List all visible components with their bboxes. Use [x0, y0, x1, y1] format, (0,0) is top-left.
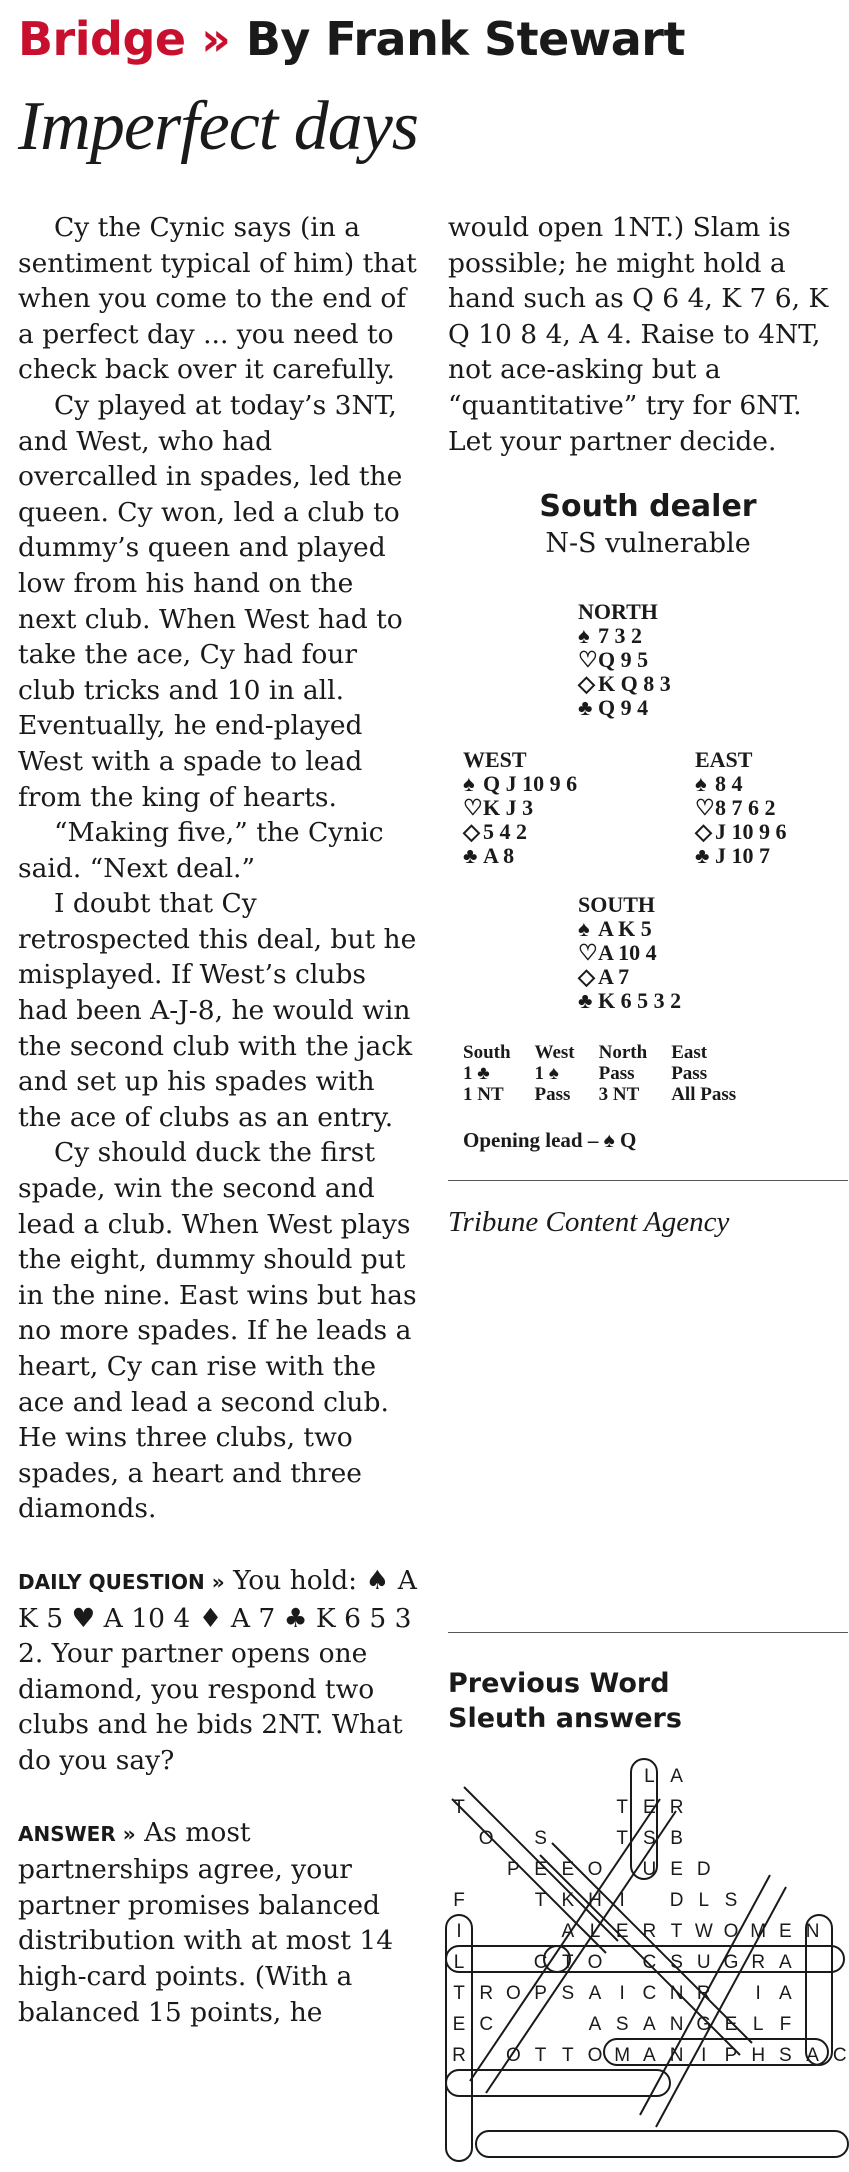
puzzle-letter: T: [534, 1890, 547, 1911]
spade-holding: Q J 10 9 6: [483, 771, 578, 796]
club-icon: ♣: [695, 843, 710, 868]
club-icon: ♣: [463, 843, 478, 868]
club-holding: J 10 7: [715, 843, 770, 868]
answer-loop: [640, 1875, 786, 2127]
hand-south: [578, 893, 681, 1013]
daily-question-label: DAILY QUESTION »: [18, 1569, 225, 1594]
diamond-icon: ◇: [695, 819, 712, 844]
heart-holding: Q 9 5: [598, 647, 649, 672]
puzzle-letter: T: [534, 2045, 547, 2066]
puzzle-letter: O: [506, 1983, 521, 2004]
puzzle-letter: D: [696, 1859, 711, 1880]
heart-icon: ♡: [695, 795, 715, 820]
headline: Imperfect days: [18, 88, 419, 165]
puzzle-letter: R: [479, 1983, 494, 2004]
heart-icon: ♡: [578, 940, 598, 965]
deal-header: [448, 488, 848, 562]
daily-question-text: You hold: ♠ A K 5 ♥ A 10 4 ♦ A 7 ♣ K 6 5 3 2. Your partner opens one diamond, you respond two clubs and he bids 2NT. What do you say?: [18, 1564, 417, 1776]
puzzle-letter: E: [724, 2014, 738, 2035]
puzzle-letter: P: [534, 1983, 547, 2004]
dealer-label: South dealer: [539, 489, 757, 524]
hand-name: NORTH: [578, 599, 658, 624]
puzzle-letter: H: [751, 2045, 766, 2066]
puzzle-letter: T: [670, 1921, 683, 1942]
club-icon: ♣: [578, 988, 593, 1013]
puzzle-letter: I: [619, 1890, 625, 1911]
diamond-holding: A 7: [598, 964, 630, 989]
club-holding: A 8: [483, 843, 515, 868]
puzzle-letter: G: [696, 2014, 712, 2035]
auction-bid: All Pass: [671, 1084, 737, 1105]
club-holding: K 6 5 3 2: [598, 988, 682, 1013]
puzzle-letter: D: [669, 1890, 684, 1911]
article-right-column: [448, 210, 848, 459]
puzzle-letter: T: [616, 1797, 629, 1818]
puzzle-letter: R: [642, 1921, 657, 1942]
puzzle-letter: U: [642, 1859, 657, 1880]
puzzle-letter: A: [588, 1983, 602, 2004]
answer-label: ANSWER »: [18, 1821, 136, 1846]
divider: [448, 1632, 848, 1633]
puzzle-letter: R: [669, 1797, 684, 1818]
puzzle-letter: I: [619, 1983, 625, 2004]
puzzle-letter: C: [642, 1952, 657, 1973]
puzzle-letter: E: [534, 1859, 547, 1880]
puzzle-letter: N: [805, 1921, 820, 1942]
puzzle-letter: L: [752, 2014, 764, 2035]
puzzle-letter: A: [588, 2014, 602, 2035]
hand-north: [578, 600, 671, 720]
diamond-icon: ◇: [578, 671, 595, 696]
puzzle-letter: T: [453, 1983, 465, 2004]
auction-bid: Pass: [534, 1084, 571, 1105]
puzzle-letter: S: [724, 1890, 738, 1911]
spade-icon: ♠: [463, 771, 475, 796]
daily-question: [18, 1563, 418, 1779]
diamond-holding: 5 4 2: [483, 819, 527, 844]
credit-line: Tribune Content Agency: [448, 1206, 730, 1238]
puzzle-letter: T: [453, 1797, 465, 1818]
puzzle-letter: S: [670, 1952, 683, 1973]
puzzle-letter: O: [587, 1859, 603, 1880]
puzzle-letter: P: [724, 2045, 738, 2066]
vulnerability-label: N-S vulnerable: [545, 528, 751, 559]
puzzle-letter: O: [478, 1828, 494, 1849]
paragraph-4: I doubt that Cy retrospected this deal, but he misplayed. If West’s clubs had been A-J-8, he would win the second club with the jack and set up his spades with the ace of clubs as an entry.: [18, 888, 417, 1133]
puzzle-letter: L: [453, 1952, 465, 1973]
hand-name: SOUTH: [578, 892, 656, 917]
hand-east: [695, 748, 787, 868]
spade-holding: A K 5: [598, 916, 652, 941]
answer-text-left: As most partnerships agree, your partner promises balanced distribution with at most 14 high-card points. (With a balanced 15 points, he: [18, 1816, 394, 2028]
puzzle-letter: B: [670, 1828, 683, 1849]
puzzle-letter: C: [642, 1983, 657, 2004]
opening-lead: Opening lead – ♠ Q: [463, 1128, 637, 1152]
auction-bid: 1 ♣: [463, 1063, 490, 1084]
heart-holding: K J 3: [483, 795, 534, 820]
divider: [448, 1180, 848, 1181]
puzzle-letter: I: [701, 2045, 707, 2066]
diamond-icon: ◇: [578, 964, 595, 989]
puzzle-letter: E: [643, 1797, 656, 1818]
puzzle-letter: U: [696, 1952, 711, 1973]
spade-holding: 8 4: [715, 771, 743, 796]
puzzle-letter: G: [723, 1952, 739, 1973]
puzzle-letter: L: [644, 1766, 655, 1787]
puzzle-letter: N: [669, 2045, 684, 2066]
hand-name: EAST: [695, 747, 753, 772]
puzzle-letter: A: [779, 1983, 792, 2004]
paragraph-5: Cy should duck the first spade, win the second and lead a club. When West plays the eight, dummy should put in the nine. East wins but has no more spades. If he leads a heart, Cy can rise with the ace and lead a second club. He wins three clubs, two spades, a heart and three diamonds.: [18, 1137, 417, 1525]
puzzle-letter: O: [587, 2045, 603, 2066]
heart-icon: ♡: [463, 795, 483, 820]
puzzle-letter: F: [453, 1890, 465, 1911]
club-holding: Q 9 4: [598, 695, 649, 720]
puzzle-letter: A: [561, 1921, 575, 1942]
puzzle-letter: O: [723, 1921, 739, 1942]
puzzle-letter: L: [698, 1890, 710, 1911]
auction-header: North: [598, 1042, 648, 1063]
spade-icon: ♠: [578, 916, 590, 941]
byline: By Frank Stewart: [245, 12, 685, 66]
puzzle-letter: C: [832, 2045, 847, 2066]
auction-bid: Pass: [598, 1063, 635, 1084]
puzzle-letter: E: [452, 2014, 466, 2035]
hand-west: [463, 748, 577, 868]
spade-icon: ♠: [695, 771, 707, 796]
puzzle-letter: R: [696, 1983, 711, 2004]
puzzle-letter: N: [669, 2014, 684, 2035]
puzzle-letter: I: [456, 1921, 462, 1942]
puzzle-letter: O: [506, 2045, 521, 2066]
paragraph-2: Cy played at today’s 3NT, and West, who had overcalled in spades, led the queen. Cy won, led a club to dummy’s queen and played low from his hand on the next club. When West had to take the ace, Cy had four club tricks and 10 in all. Eventually, he end-played West with a spade to lead from the king of hearts.: [18, 389, 403, 813]
paragraph-3: “Making five,” the Cynic said. “Next deal.”: [18, 817, 384, 884]
puzzle-letter: M: [750, 1921, 767, 1942]
puzzle-letter: S: [779, 2045, 792, 2066]
auction-header: South: [463, 1042, 511, 1063]
puzzle-letter: R: [751, 1952, 766, 1973]
auction-bid: Pass: [671, 1063, 708, 1084]
puzzle-letter: A: [806, 2045, 819, 2066]
puzzle-letter: A: [670, 1766, 683, 1787]
diamond-icon: ◇: [463, 819, 480, 844]
puzzle-letter: S: [534, 1828, 547, 1849]
puzzle-letter: T: [561, 2045, 574, 2066]
puzzle-letter: T: [561, 1952, 574, 1973]
puzzle-letter: W: [694, 1921, 713, 1942]
answer-loop: [604, 2039, 828, 2065]
puzzle-letter: E: [561, 1859, 575, 1880]
spade-holding: 7 3 2: [598, 623, 642, 648]
puzzle-letter: S: [615, 2014, 629, 2035]
section-name: Bridge: [18, 12, 186, 66]
puzzle-letter: K: [561, 1890, 575, 1911]
club-icon: ♣: [578, 695, 593, 720]
puzzle-letter: E: [670, 1859, 683, 1880]
hand-name: WEST: [463, 747, 527, 772]
auction-table: [463, 1042, 760, 1105]
answer-loop: [446, 2070, 670, 2096]
puzzle-letter: S: [643, 1828, 656, 1849]
puzzle-letter: T: [616, 1828, 629, 1849]
puzzle-letter: R: [452, 2045, 466, 2066]
auction-header: East: [671, 1042, 708, 1063]
heart-holding: 8 7 6 2: [715, 795, 776, 820]
heart-icon: ♡: [578, 647, 598, 672]
answer-loop: [476, 2131, 848, 2157]
puzzle-letter: P: [507, 1859, 520, 1880]
auction-row: [463, 1084, 760, 1105]
word-search-grid: [440, 1755, 849, 2165]
diamond-holding: J 10 9 6: [715, 819, 787, 844]
puzzle-letter: L: [589, 1921, 601, 1942]
puzzle-letter: S: [561, 1983, 575, 2004]
auction-header: West: [534, 1042, 575, 1063]
auction-header-row: [463, 1042, 760, 1063]
puzzle-letter: E: [779, 1921, 792, 1942]
puzzle-letter: A: [643, 2045, 656, 2066]
previous-answers-title: [448, 1666, 682, 1736]
puzzle-letter: C: [533, 1952, 548, 1973]
diamond-holding: K Q 8 3: [598, 671, 671, 696]
puzzle-letter: A: [779, 1952, 792, 1973]
previous-title-line: Previous Word: [448, 1668, 670, 1699]
answer: [18, 1815, 418, 2031]
auction-bid: 1 NT: [463, 1084, 504, 1105]
puzzle-letter: M: [614, 2045, 631, 2066]
puzzle-letter: H: [588, 1890, 602, 1911]
article-left-column: [18, 210, 418, 2030]
puzzle-letter: F: [779, 2014, 792, 2035]
heart-holding: A 10 4: [598, 940, 657, 965]
paragraph-1: Cy the Cynic says (in a sentiment typical of him) that when you come to the end of a perfect day ... you need to check back over it carefully.: [18, 212, 417, 386]
auction-row: [463, 1063, 760, 1084]
puzzle-letter: I: [755, 1983, 761, 2004]
auction-bid: 1 ♠: [534, 1063, 559, 1084]
previous-title-line: Sleuth answers: [448, 1703, 682, 1734]
column-header: [18, 12, 685, 66]
puzzle-letter: O: [587, 1952, 603, 1973]
puzzle-letter: C: [479, 2014, 494, 2035]
spade-icon: ♠: [578, 623, 590, 648]
puzzle-letter: E: [615, 1921, 629, 1942]
auction-bid: 3 NT: [598, 1084, 640, 1105]
answer-text-right: would open 1NT.) Slam is possible; he might hold a hand such as Q 6 4, K 7 6, K Q 10 8 4, A 4. Raise to 4NT, not ace-asking but a “quantitative” try for 6NT. Let your partner decide.: [448, 212, 829, 457]
header-separator: »: [185, 12, 246, 66]
puzzle-letter: A: [643, 2014, 656, 2035]
puzzle-letter: N: [669, 1983, 684, 2004]
